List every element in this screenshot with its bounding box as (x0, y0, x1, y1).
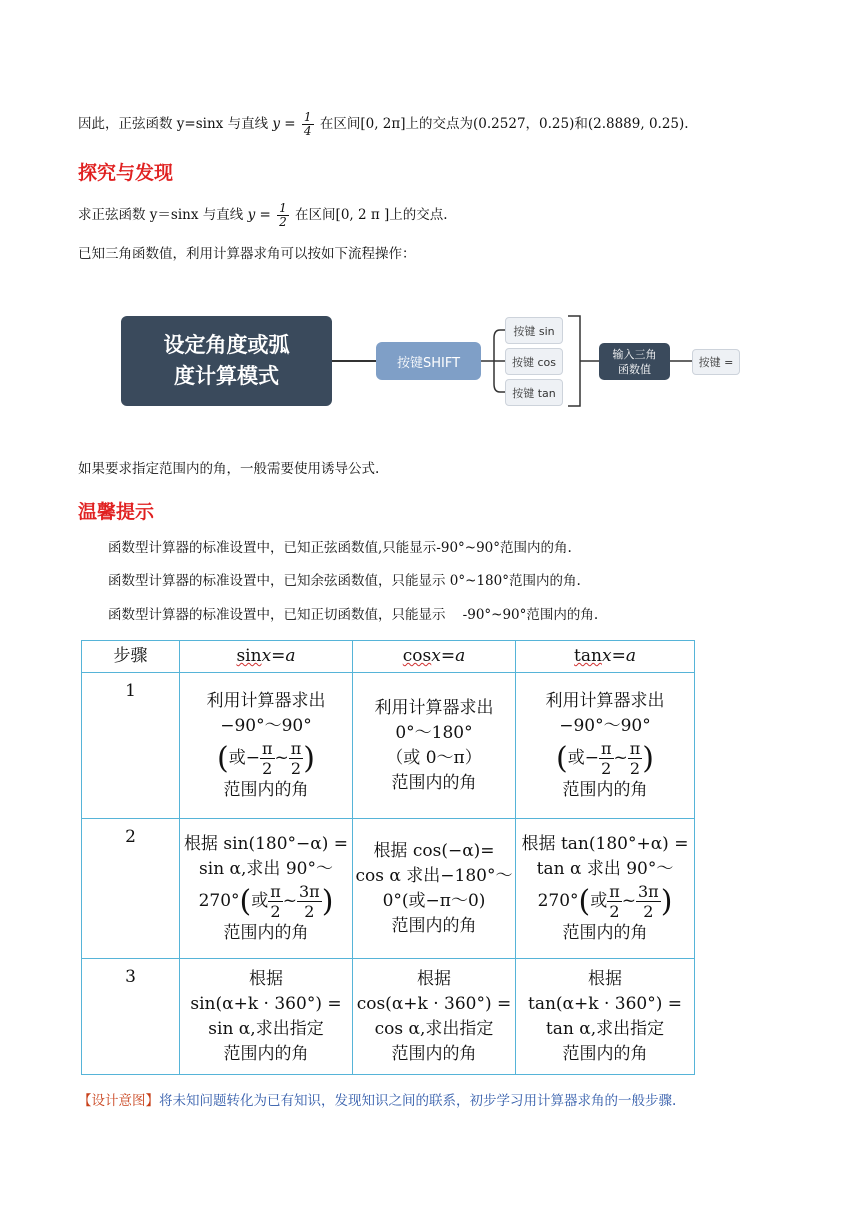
den: 2 (290, 758, 302, 778)
line: sin α,求出指定 (208, 1018, 324, 1039)
cell-r1-cos (353, 673, 516, 819)
line: sin(α+k · 360°) = (190, 993, 342, 1014)
fraction (599, 739, 614, 778)
tip-sine: 函数型计算器的标准设置中，已知正弦函数值,只能显示-90°~90°范围内的角. (108, 540, 572, 556)
num: π (629, 738, 641, 758)
line: 范围内的角 (391, 772, 477, 793)
line: tan α,求出指定 (545, 1018, 665, 1039)
x-var: x (261, 646, 272, 666)
table-header-row (82, 641, 695, 673)
line: cos(α+k · 360°) = (356, 993, 512, 1014)
tilde: ~ (621, 890, 636, 911)
table-row (82, 819, 695, 959)
fraction (268, 882, 283, 921)
num: π (600, 738, 612, 758)
cell-r1-tan (516, 673, 695, 819)
fraction (260, 739, 275, 778)
line: 范围内的角 (223, 779, 309, 800)
a-var: a (455, 646, 466, 666)
line: （或 0～π） (386, 747, 482, 768)
cell-r3-tan (516, 959, 695, 1075)
line: 范围内的角 (223, 1043, 309, 1064)
main-node-line2: 度计算模式 (174, 364, 279, 388)
design-intent-note (78, 1089, 676, 1109)
header-cos (353, 641, 516, 673)
line: 范围内的角 (391, 1043, 477, 1064)
fraction (289, 739, 304, 778)
heading-tips: 温馨提示 (78, 501, 155, 523)
line: sin α,求出 90°～ (199, 858, 333, 879)
range-expr: 270°(或 $\frac{\pi}{2}$ ~ $\frac{3\pi}{2}$ ) (537, 881, 673, 921)
text: 或− (228, 747, 260, 768)
intro-text-end: 在区间[0, 2π]上的交点为(0.2527，0.25)和(2.8889, 0.25). (319, 116, 689, 132)
den: 2 (643, 901, 654, 921)
step-number: 1 (82, 673, 180, 819)
line: 根据 (588, 968, 622, 989)
text: 或− (567, 747, 599, 768)
den: 2 (270, 901, 281, 921)
intro-paragraph: 因此，正弦函数 y=sinx 与直线 y = $\frac{1}{4}$ 在区间[0, 2π]上的交点为(0.2527，0.25)和(2.8889, 0.25). (78, 110, 689, 138)
tip-cosine: 函数型计算器的标准设置中，已知余弦函数值，只能显示 0°~180°范围内的角. (108, 573, 581, 589)
explore-paragraph: 求正弦函数 y＝sinx 与直线 y = $\frac{1}{2}$ 在区间[0, 2 π ]上的交点. (78, 201, 448, 229)
num: π (270, 881, 281, 901)
line: −90°～90° (220, 715, 312, 736)
frac-num: 1 (303, 110, 312, 124)
range-expr: (或− $\frac{\pi}{2}$ ~ $\frac{\pi}{2}$ ) (217, 738, 315, 778)
mindmap-input-node (599, 343, 670, 380)
num: 3π (638, 881, 659, 901)
line: 根据 tan(180°+α) = (521, 833, 689, 854)
den: 2 (262, 758, 273, 778)
line: 利用计算器求出 (374, 697, 494, 718)
table-row (82, 673, 695, 819)
frac-num: 1 (279, 201, 287, 215)
den: 2 (629, 758, 641, 778)
explore-text-end: 在区间[0, 2 π ]上的交点. (295, 207, 448, 223)
induce-paragraph: 如果要求指定范围内的角，一般需要使用诱导公式. (78, 461, 380, 477)
num: π (609, 881, 620, 901)
line: 根据 cos(−α)= (373, 840, 495, 861)
table-row (82, 959, 695, 1075)
line: tan(α+k · 360°) = (527, 993, 682, 1014)
line: 利用计算器求出 (206, 690, 326, 711)
intro-text: 因此，正弦函数 y=sinx 与直线 (78, 116, 269, 132)
steps-table (81, 640, 694, 1074)
a-var: a (285, 646, 296, 666)
y-var: y (272, 116, 281, 132)
tilde: ~ (613, 747, 628, 768)
text: 或 (590, 890, 608, 911)
a-var: a (625, 646, 636, 666)
line: 根据 (249, 968, 283, 989)
main-node-line1: 设定角度或弧 (163, 333, 290, 357)
cell-r2-cos (353, 819, 516, 959)
step-number: 2 (82, 819, 180, 959)
frac-den: 4 (303, 124, 312, 138)
eq-sign: = (611, 646, 626, 666)
tip-tangent: 函数型计算器的标准设置中，已知正切函数值，只能显示 -90°~90°范围内的角. (108, 607, 599, 623)
cell-r1-sin (180, 673, 353, 819)
line: 根据 (417, 968, 451, 989)
line: 0°(或−π～0) (382, 890, 486, 911)
fraction (636, 882, 661, 921)
cell-r2-tan (516, 819, 695, 959)
mindmap-main-node (121, 316, 332, 406)
num: π (290, 738, 302, 758)
fraction (607, 882, 622, 921)
line: 利用计算器求出 (545, 690, 665, 711)
den: 2 (304, 901, 315, 921)
tilde: ~ (282, 890, 297, 911)
line: 范围内的角 (223, 922, 309, 943)
explore-text: 求正弦函数 y＝sinx 与直线 (78, 207, 244, 223)
header-sin (180, 641, 353, 673)
line: tan α 求出 90°～ (536, 858, 674, 879)
line: −90°～90° (559, 715, 651, 736)
line: cos α 求出−180°～ (355, 865, 513, 886)
num: 3π (299, 881, 320, 901)
note-text: 将未知问题转化为已有知识，发现知识之间的联系，初步学习用计算器求角的一般步骤. (159, 1093, 677, 1109)
line: cos α,求出指定 (374, 1018, 494, 1039)
den: 2 (609, 901, 620, 921)
y-var: y (247, 207, 256, 223)
x-var: x (431, 646, 441, 666)
frac-den: 2 (279, 215, 287, 229)
mindmap-key-sin: 按键 sin (505, 317, 563, 344)
line: 0°～180° (395, 722, 473, 743)
step-number: 3 (82, 959, 180, 1075)
note-tag: 【设计意图】 (78, 1093, 159, 1109)
eq-sign: = (271, 646, 286, 666)
calc-paragraph: 已知三角函数值，利用计算器求角可以按如下流程操作： (78, 246, 416, 262)
text: 或 (251, 890, 269, 911)
fraction (297, 882, 322, 921)
line: 范围内的角 (391, 915, 477, 936)
mindmap-shift-node: 按键SHIFT (376, 342, 481, 380)
den: 2 (601, 758, 612, 778)
header-step: 步骤 (82, 641, 180, 673)
text: 270° (198, 890, 240, 911)
mindmap-equals-node: 按键 = (692, 349, 740, 375)
mindmap-key-cos: 按键 cos (505, 348, 563, 375)
range-expr: (或− $\frac{\pi}{2}$ ~ $\frac{\pi}{2}$ ) (556, 738, 654, 778)
line: 根据 sin(180°−α) = (183, 833, 349, 854)
cell-r2-sin (180, 819, 353, 959)
tan-word: tan (574, 646, 602, 666)
header-tan (516, 641, 695, 673)
heading-explore: 探究与发现 (78, 162, 174, 184)
fraction (628, 739, 643, 778)
line: 范围内的角 (562, 922, 648, 943)
line: 范围内的角 (562, 779, 648, 800)
mindmap-key-tan: 按键 tan (505, 379, 563, 406)
input-node-line1: 输入三角 (612, 347, 657, 361)
sin-word: sin (236, 646, 262, 666)
tilde: ~ (274, 747, 289, 768)
cos-word: cos (402, 646, 432, 666)
num: π (261, 738, 273, 758)
input-node-line2: 函数值 (618, 362, 651, 376)
cell-r3-sin (180, 959, 353, 1075)
line: 范围内的角 (562, 1043, 648, 1064)
eq-sign: = (440, 646, 456, 666)
range-expr: 270°(或 $\frac{\pi}{2}$ ~ $\frac{3\pi}{2}$ ) (198, 881, 334, 921)
text: 270° (537, 890, 579, 911)
x-var: x (601, 646, 612, 666)
cell-r3-cos (353, 959, 516, 1075)
